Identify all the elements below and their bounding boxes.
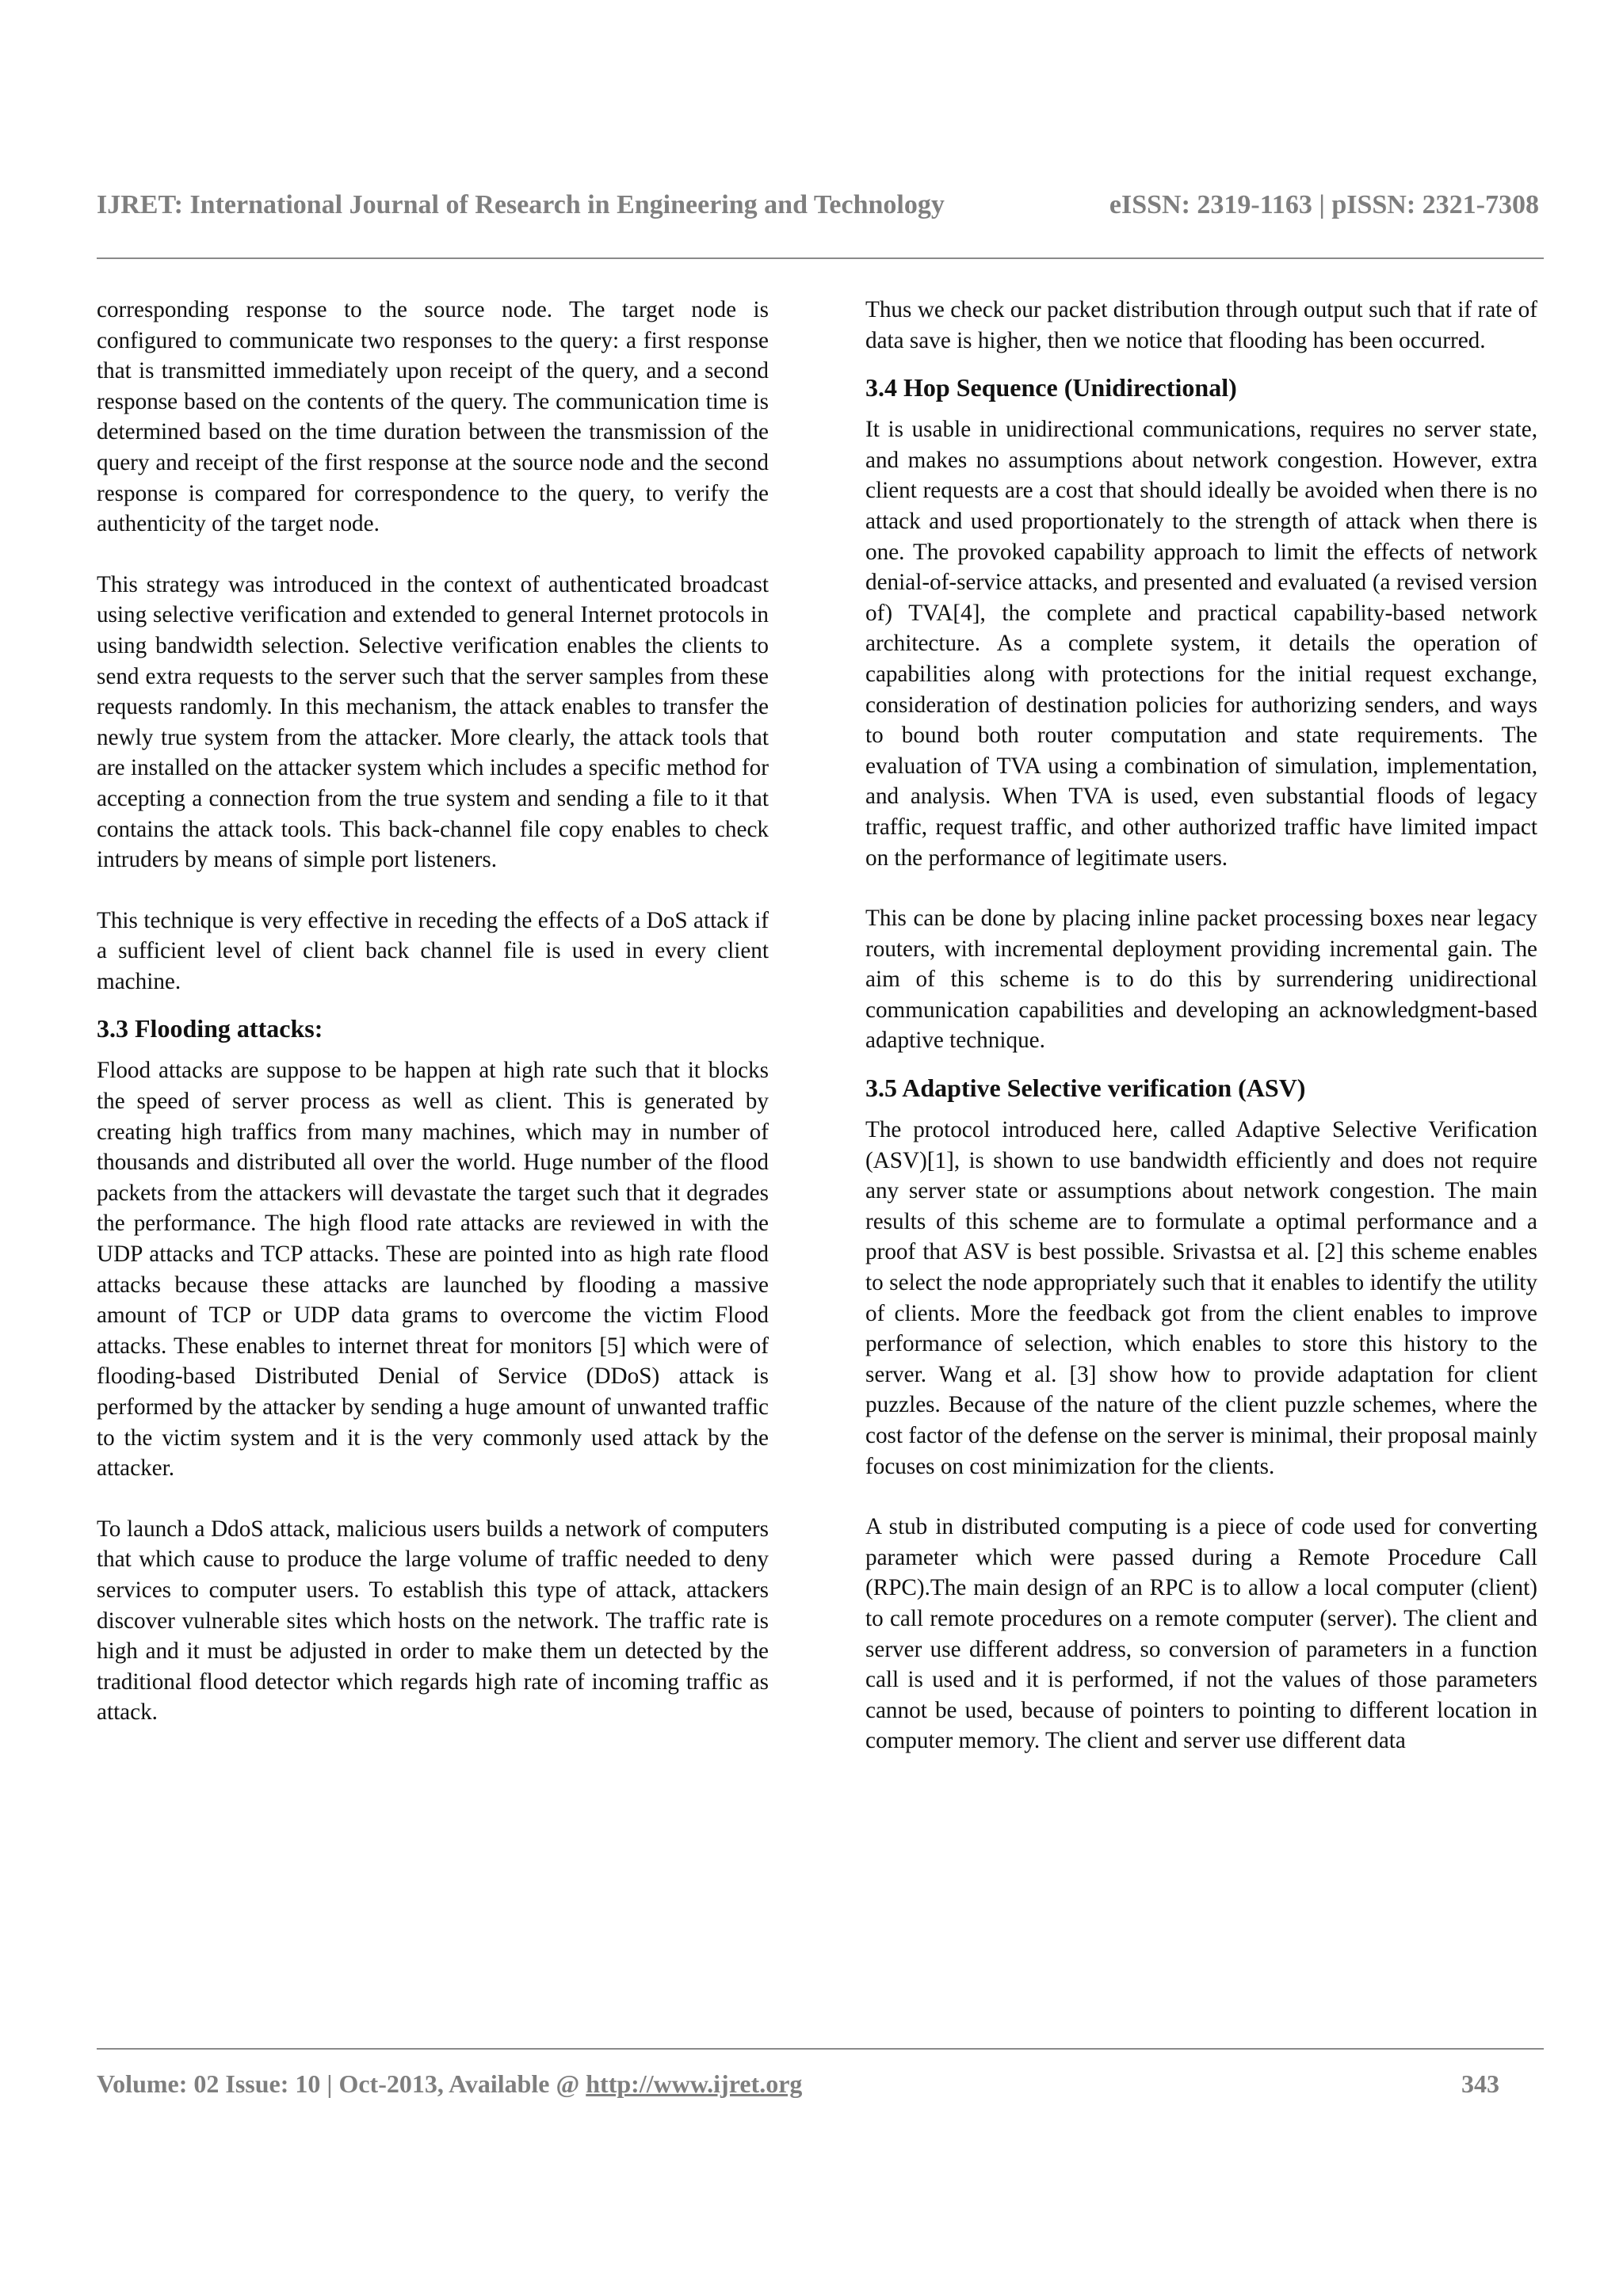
issn: eISSN: 2319-1163 | pISSN: 2321-7308 — [1109, 190, 1539, 219]
page-number: 343 — [1461, 2069, 1499, 2098]
paragraph: A stub in distributed computing is a piece of code used for converting parameter which were passed during a Remote Procedure Call (RPC).The main design of an RPC is to allow a local computer (client) to call remote procedures on a remote computer (server). The client and server use different address, so conversion of parameters in a function call is used and it is performed, if not the values of those parameters cannot be used, because of pointers to pointing to different location in computer memory. The client and server use different data — [865, 1514, 1537, 1754]
running-header — [97, 190, 1539, 220]
header-rule — [97, 257, 1544, 259]
volume-text: Volume: 02 Issue: 10 | Oct-2013, Available @ — [97, 2069, 586, 2098]
section-heading-3-3: 3.3 Flooding attacks: — [97, 1014, 323, 1043]
journal-link[interactable]: http://www.ijret.org — [586, 2069, 803, 2098]
paragraph: Thus we check our packet distribution through output such that if rate of data save is higher, then we notice that flooding has been occurred. — [865, 297, 1537, 353]
right-column — [865, 295, 1537, 1756]
paragraph: This can be done by placing inline packet processing boxes near legacy routers, with incremental deployment providing incremental gain. The aim of this scheme is to do this by surrendering unidirectional communication capabilities and developing an acknowledgment-based adaptive technique. — [865, 906, 1537, 1054]
paragraph: This technique is very effective in receding the effects of a DoS attack if a sufficient level of client back channel file is used in every client machine. — [97, 907, 769, 994]
paragraph: To launch a DdoS attack, malicious users builds a network of computers that which cause to produce the large volume of traffic needed to deny services to computer users. To establish this type of attack, attackers discover vulnerable sites which hosts on the network. The traffic rate is high and it must be adjusted in order to make them un detected by the traditional flood detector which regards high rate of incoming traffic as attack. — [97, 1516, 769, 1726]
footer-volume — [97, 2069, 802, 2099]
journal-title: IJRET: International Journal of Research in Engineering and Technology — [97, 190, 945, 219]
paragraph: This strategy was introduced in the context of authenticated broadcast using selective verification and extended to general Internet protocols in using bandwidth selection. Selective verification enables the clients to send extra requests to the server such that the server samples from these requests randomly. In this mechanism, the attack enables to transfer the newly true system from the attacker. More clearly, the attack tools that are installed on the attacker system which includes a specific method for accepting a connection from the true system and sending a file to it that contains the attack tools. This back-channel file copy enables to check intruders by means of simple port listeners. — [97, 571, 769, 873]
section-heading-3-4: 3.4 Hop Sequence (Unidirectional) — [865, 373, 1237, 402]
paragraph: The protocol introduced here, called Adaptive Selective Verification (ASV)[1], is shown to use bandwidth efficiently and does not require any server state or assumptions about network congestion. The main results of this scheme are to formulate a optimal performance and a proof that ASV is best possible. Srivastsa et al. [2] this scheme enables to select the node appropriately such that it enables to identify the utility of clients. More the feedback got from the client enables to improve performance of selection, which enables to store this history to the server. Wang et al. [3] show how to provide adaptation for client puzzles. Because of the nature of the client puzzle schemes, where the cost factor of the defense on the server is minimal, their proposal mainly focuses on cost minimization for the clients. — [865, 1117, 1537, 1479]
left-column — [97, 295, 769, 1728]
section-heading-3-5: 3.5 Adaptive Selective verification (ASV) — [865, 1074, 1306, 1103]
running-footer — [97, 2069, 1499, 2099]
paragraph: corresponding response to the source node. The target node is configured to communicate two responses to the query: a first response that is transmitted immediately upon receipt of the query, and a second response based on the contents of the query. The communication time is determined based on the time duration between the transmission of the query and receipt of the first response at the source node and the second response is compared for correspondence to the query, to verify the authenticity of the target node. — [97, 297, 769, 537]
paragraph: It is usable in unidirectional communications, requires no server state, and makes no assumptions about network congestion. However, extra client requests are a cost that should ideally be avoided when there is no attack and used proportionately to the strength of attack when there is one. The provoked capability approach to limit the effects of network denial-of-service attacks, and presented and evaluated (a revised version of) TVA[4], the complete and practical capability-based network architecture. As a complete system, it details the operation of capabilities along with protections for the initial request exchange, consideration of destination policies for authorizing senders, and ways to bound both router computation and state requirements. The evaluation of TVA using a combination of simulation, implementation, and analysis. When TVA is used, even substantial floods of legacy traffic, request traffic, and other authorized traffic have limited impact on the performance of legitimate users. — [865, 417, 1537, 871]
paragraph: Flood attacks are suppose to be happen at high rate such that it blocks the speed of server process as well as client. This is generated by creating high traffics from many machines, which may in number of thousands and distributed all over the world. Huge number of the flood packets from the attackers will devastate the target such that it degrades the performance. The high flood rate attacks are reviewed in with the UDP attacks and TCP attacks. These are pointed into as high rate flood attacks because these attacks are launched by flooding a massive amount of TCP or UDP data grams to overcome the victim Flood attacks. These enables to internet threat for monitors [5] which were of flooding-based Distributed Denial of Service (DDoS) attack is performed by the attacker by sending a huge amount of unwanted traffic to the victim system and it is the very commonly used attack by the attacker. — [97, 1058, 769, 1482]
footer-rule — [97, 2048, 1544, 2050]
